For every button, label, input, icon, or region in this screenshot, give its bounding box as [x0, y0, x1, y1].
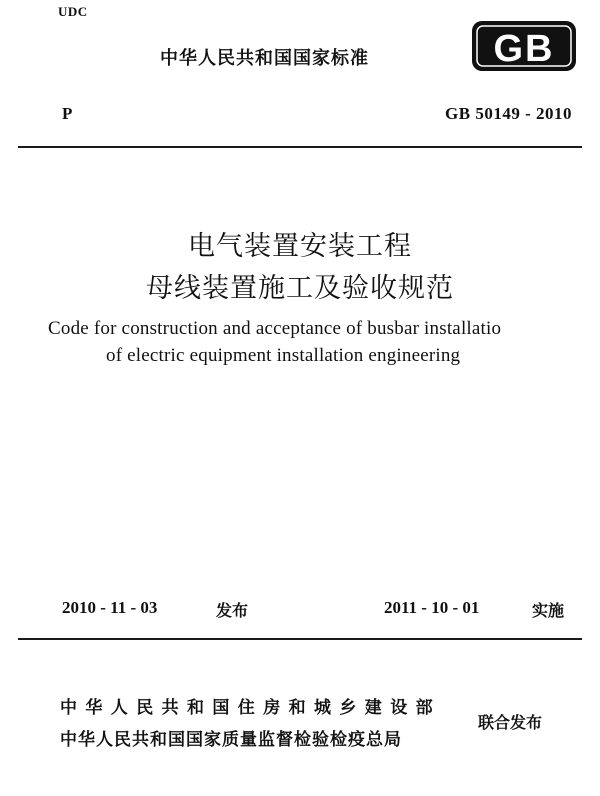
publish-label: 发布 — [216, 601, 249, 620]
title-en-line1: Code for construction and acceptance of busbar installatio — [48, 318, 502, 339]
standard-number: GB 50149 - 2010 — [445, 104, 572, 123]
gb-logo-text: GB — [493, 28, 555, 70]
joint-issue-label: 联合发布 — [478, 713, 543, 732]
issuer-line1: 中华人民共和国住房和城乡建设部 — [60, 698, 441, 718]
bottom-divider — [18, 638, 582, 640]
udc-label: UDC — [58, 4, 88, 19]
title-cn-line1: 电气装置安装工程 — [188, 231, 412, 262]
implement-label: 实施 — [532, 601, 565, 620]
title-en-line2: of electric equipment installation engineering — [106, 345, 461, 366]
gb-logo — [470, 18, 578, 74]
publish-date: 2010 - 11 - 03 — [62, 598, 158, 617]
national-standard-heading: 中华人民共和国国家标准 — [160, 48, 369, 69]
top-divider — [18, 146, 582, 148]
classification-code: P — [62, 104, 73, 123]
issuer-line2: 中华人民共和国国家质量监督检验检疫总局 — [60, 730, 402, 750]
title-cn-line2: 母线装置施工及验收规范 — [146, 273, 454, 304]
implement-date: 2011 - 10 - 01 — [384, 598, 480, 617]
